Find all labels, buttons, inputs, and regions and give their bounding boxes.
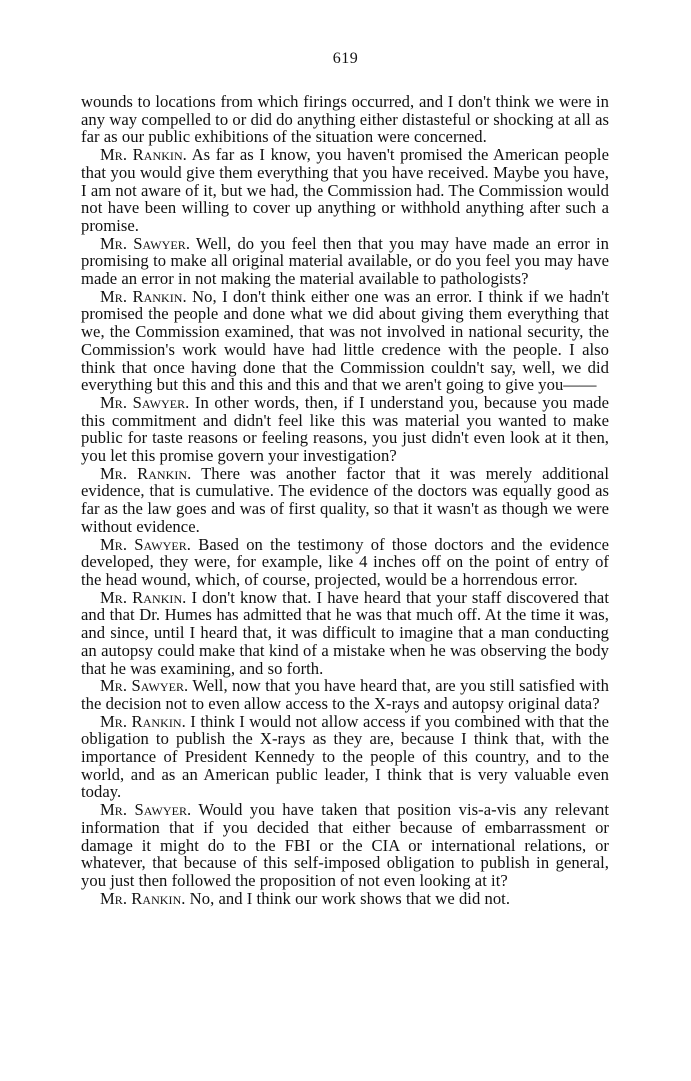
- transcript-paragraph: [81, 146, 609, 235]
- paragraph-text: I don't know that. I have heard that your staff discovered that and that Dr. Humes has admitted that he was that much off. At the time it was, and since, until I heard that, it was difficult to imagine that a man conducting an autopsy could make that kind of a mistake when he was observing the body that he was examining, and so forth.: [81, 587, 609, 678]
- paragraph-text: As far as I know, you haven't promised the American people that you would give them everything that you have received. Maybe you have, I am not aware of it, but we had, the Commission had. The Commission would not have been willing to cover up anything or withhold anything after such a promise.: [81, 145, 609, 235]
- speaker-name: Mr. Sawyer.: [100, 233, 191, 253]
- transcript-paragraph: [81, 713, 609, 802]
- speaker-name: Mr. Rankin.: [100, 711, 186, 731]
- speaker-name: Mr. Sawyer.: [100, 534, 192, 554]
- transcript-paragraph: [81, 890, 609, 908]
- speaker-name: Mr. Rankin.: [100, 286, 187, 306]
- transcript-paragraph: [81, 465, 609, 536]
- transcript-paragraph: [81, 93, 609, 146]
- transcript-paragraph: [81, 801, 609, 890]
- transcript-paragraph: [81, 677, 609, 712]
- paragraph-text: There was another factor that it was merely additional evidence, that is cumulative. The evidence of the doctors was equally good as far as the law goes and was of first quality, so that it wasn't as though we were without evidence.: [81, 463, 609, 536]
- paragraph-text: I think I would not allow access if you combined with that the obligation to publish the X-rays as they are, because I think that, with the importance of President Kennedy to the people of this country, and to the world, and as an American public leader, I think that is very valuable even today.: [81, 711, 610, 802]
- paragraph-text: Well, now that you have heard that, are you still satisfied with the decision not to even allow access to the X-rays and autopsy original data?: [81, 676, 609, 713]
- paragraph-text: In other words, then, if I understand you, because you made this commitment and didn't feel like this was material you wanted to make public for taste reasons or feeling reasons, you just didn't even look at it then, you let this promise govern your investigation?: [81, 392, 610, 466]
- speaker-name: Mr. Rankin.: [100, 587, 187, 607]
- transcript-body: [81, 93, 609, 907]
- transcript-paragraph: [81, 589, 609, 678]
- speaker-name: Mr. Rankin.: [100, 145, 187, 165]
- speaker-name: Mr. Sawyer.: [100, 392, 190, 412]
- transcript-paragraph: [81, 235, 609, 288]
- paragraph-text: Based on the testimony of those doctors and the evidence developed, they were, for example, like 4 inches off on the point of entry of the head wound, which, of course, projected, would be a horrendous error.: [81, 534, 609, 589]
- speaker-name: Mr. Rankin.: [100, 463, 192, 483]
- paragraph-text: No, I don't think either one was an error. I think if we hadn't promised the people and done what we did about giving them everything that we, the Commission examined, that was not involved in national security, the Commission's work would have had little credence with the people. I also think that once having done that the Commission couldn't say, well, we did everything but this and this and this and that we aren't going to give you——: [81, 286, 610, 395]
- page-number: 619: [332, 50, 359, 67]
- transcript-paragraph: [81, 288, 609, 394]
- transcript-paragraph: [81, 536, 609, 589]
- paragraph-text: wounds to locations from which firings occurred, and I don't think we were in any way compelled to or did do anything either distasteful or shocking at all as far as our public exhibitions of the situation were concerned.: [81, 92, 609, 147]
- paragraph-text: Well, do you feel then that you may have made an error in promising to make all original material available, or do you feel you may have made an error in not making the material available to pathologists?: [81, 233, 609, 289]
- speaker-name: Mr. Rankin.: [100, 888, 186, 908]
- speaker-name: Mr. Sawyer.: [100, 676, 189, 696]
- speaker-name: Mr. Sawyer.: [100, 800, 192, 820]
- paragraph-text: No, and I think our work shows that we did not.: [185, 888, 511, 908]
- paragraph-text: Would you have taken that position vis-a-vis any relevant information that if you decided that either because of embarrassment or damage it might do to the FBI or the CIA or international relations, or whatever, that because of this self-imposed obligation to publish in general, you just then followed the proposition of not even looking at it?: [81, 800, 609, 890]
- transcript-paragraph: [81, 394, 609, 465]
